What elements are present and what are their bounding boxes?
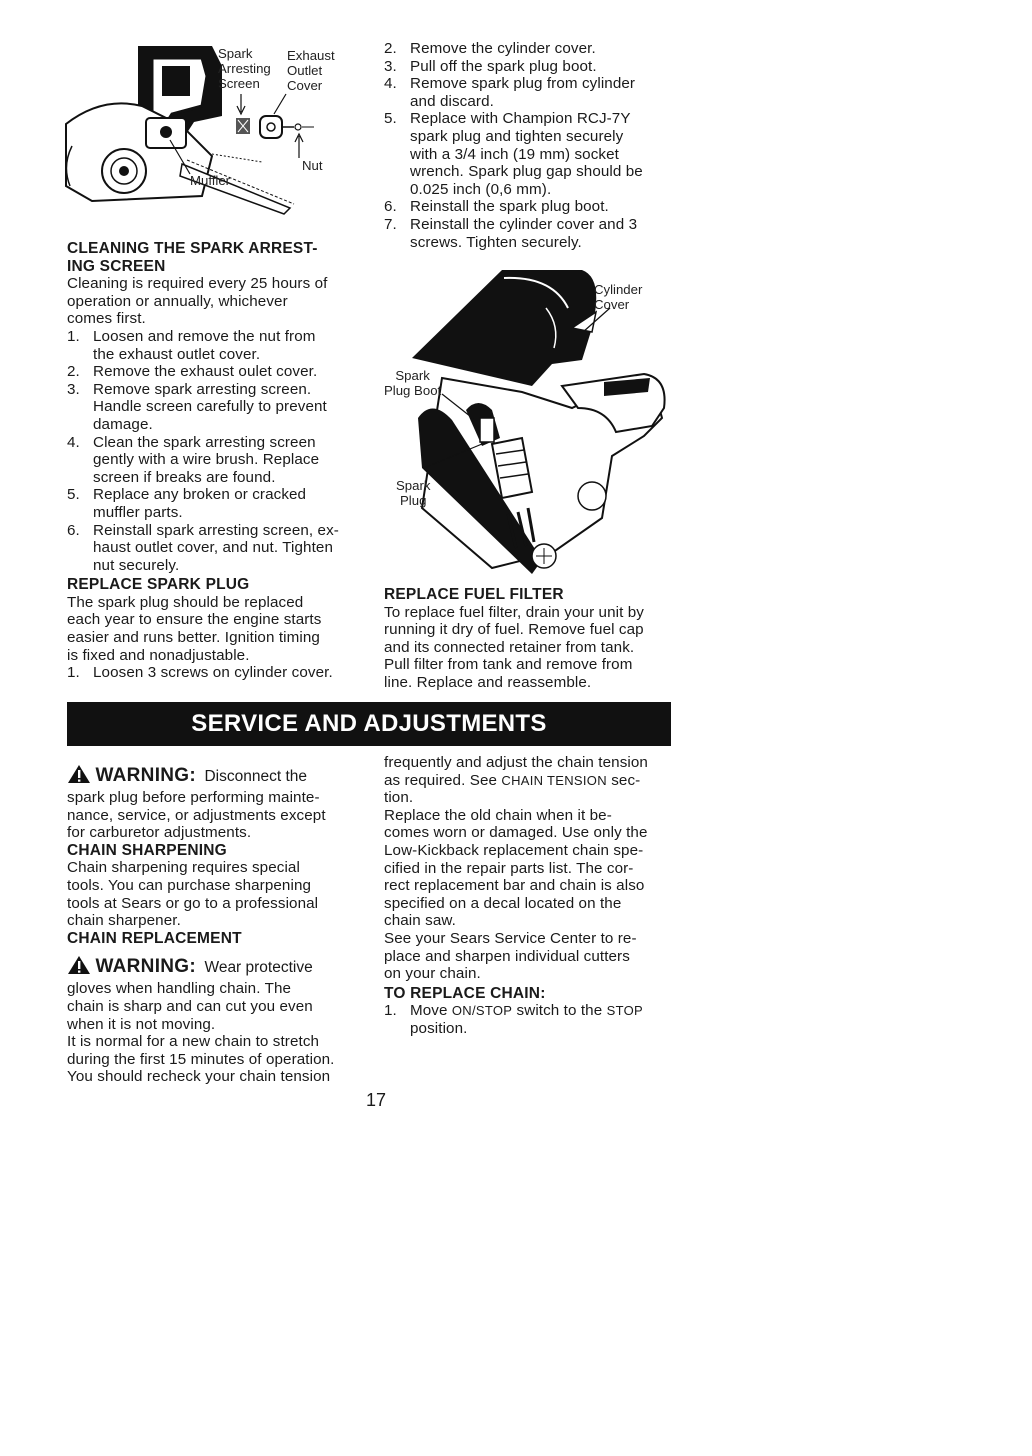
chain-sharpening-heading: CHAIN SHARPENING (67, 841, 227, 859)
list-item: 6. Reinstall the spark plug boot. (384, 198, 609, 216)
warning-gloves-text: gloves when handling chain. The chain is sharp and can cut you even when it is not moving. (67, 980, 313, 1033)
list-item: 7. Reinstall the cylinder cover and 3 screws. Tighten securely. (384, 215, 638, 251)
spark-plug-heading: REPLACE SPARK PLUG (67, 576, 250, 594)
warning-label: WARNING: (95, 765, 197, 786)
cleaning-intro: Cleaning is required every 25 hours of operation or annually, whichever comes first. (67, 275, 328, 328)
cleaning-steps (67, 328, 367, 574)
list-item: 3. Pull off the spark plug boot. (384, 57, 597, 75)
label-muffler: Muffler (190, 173, 231, 188)
warning-triangle-icon (67, 955, 91, 980)
fuel-filter-section (384, 586, 684, 692)
label-spark-plug: Spark Plug (396, 478, 431, 508)
list-item: 4. Clean the spark arresting screen gently with a wire brush. Replace screen if breaks are found. (67, 433, 320, 486)
fuel-filter-text: To replace fuel filter, drain your unit by running it dry of fuel. Remove fuel cap and its connected retainer from tank. Pull filter from tank and remove from line. Replace and reassemble. (384, 603, 644, 691)
right-column-top (384, 40, 684, 251)
label-spark-plug-boot: Spark Plug Boot (384, 368, 442, 398)
section-banner: SERVICE AND ADJUSTMENTS (67, 702, 671, 746)
warning-lead: Disconnect the (204, 768, 307, 785)
spark-plug-intro: The spark plug should be replaced each year to ensure the engine starts easier and runs better. Ignition timing is fixed and nonadjustable. (67, 593, 322, 664)
list-item: 5. Replace any broken or cracked muffler parts. (67, 486, 307, 521)
to-replace-chain-heading: TO REPLACE CHAIN: (384, 984, 546, 1002)
chain-stretch-text: It is normal for a new chain to stretch during the first 15 minutes of operation. You should recheck your chain tension (67, 1033, 335, 1086)
warning-triangle-icon (67, 764, 91, 789)
sears-service-paragraph: See your Sears Service Center to re- place and sharpen individual cutters on your chain. (384, 929, 637, 983)
left-column-bottom (67, 764, 367, 1086)
list-item: 2. Remove the exhaust oulet cover. (67, 363, 318, 381)
chain-replacement-heading: CHAIN REPLACEMENT (67, 929, 242, 947)
list-item: 4. Remove spark plug from cylinder and discard. (384, 75, 636, 110)
cylinder-cover-illustration (382, 268, 672, 580)
cleaning-heading: CLEANING THE SPARK ARREST- ING SCREEN (67, 240, 318, 275)
chain-sharpening-text: Chain sharpening requires special tools. You can purchase sharpening tools at Sears or go to a professional chain sharpener. (67, 859, 319, 930)
page-number: 17 (366, 1090, 387, 1110)
list-item: 1. Loosen and remove the nut from the exhaust outlet cover. (67, 327, 316, 363)
chain-tension-paragraph: frequently and adjust the chain tension as required. See CHAIN TENSION sec- tion. (384, 754, 648, 807)
label-exhaust-outlet-cover: Exhaust Outlet Cover (287, 48, 335, 93)
label-spark-arresting-screen: Spark Arresting Screen (218, 46, 271, 91)
list-item: 5. Replace with Champion RCJ-7Y spark plug and tighten securely with a 3/4 inch (19 mm) socket wrench. Spark plug gap should be 0.025 inch (0,6 mm). (384, 110, 643, 198)
list-item: 1. Loosen 3 screws on cylinder cover. (67, 664, 333, 682)
warning-lead: Wear protective (204, 959, 313, 977)
warning-gloves (67, 955, 367, 980)
right-column-bottom (384, 754, 684, 1038)
warning-label: WARNING: (95, 956, 197, 978)
label-cylinder-cover: Cylinder Cover (594, 282, 643, 312)
warning-disconnect (67, 764, 367, 789)
list-item: 1. Move ON/STOP switch to the STOP position. (384, 1002, 643, 1037)
replace-old-chain-paragraph: Replace the old chain when it be- comes worn or damaged. Use only the Low-Kickback replacement chain spe- cified in the repair parts list. The cor- rect replacement bar and chain is also specified on a decal located on the chain saw. (384, 806, 648, 930)
list-item: 6. Reinstall spark arresting screen, ex- haust outlet cover, and nut. Tighten nut securely. (67, 521, 339, 574)
list-item: 3. Remove spark arresting screen. Handle screen carefully to prevent damage. (67, 380, 327, 433)
muffler-illustration (62, 36, 352, 216)
label-nut: Nut (302, 158, 323, 173)
cylinder-drawing (382, 268, 672, 580)
fuel-filter-heading: REPLACE FUEL FILTER (384, 586, 564, 603)
list-item: 2. Remove the cylinder cover. (384, 40, 596, 57)
warning-disconnect-text: spark plug before performing mainte- nance, service, or adjustments except for carburetor adjustments. (67, 789, 326, 842)
left-column-top (67, 240, 367, 682)
